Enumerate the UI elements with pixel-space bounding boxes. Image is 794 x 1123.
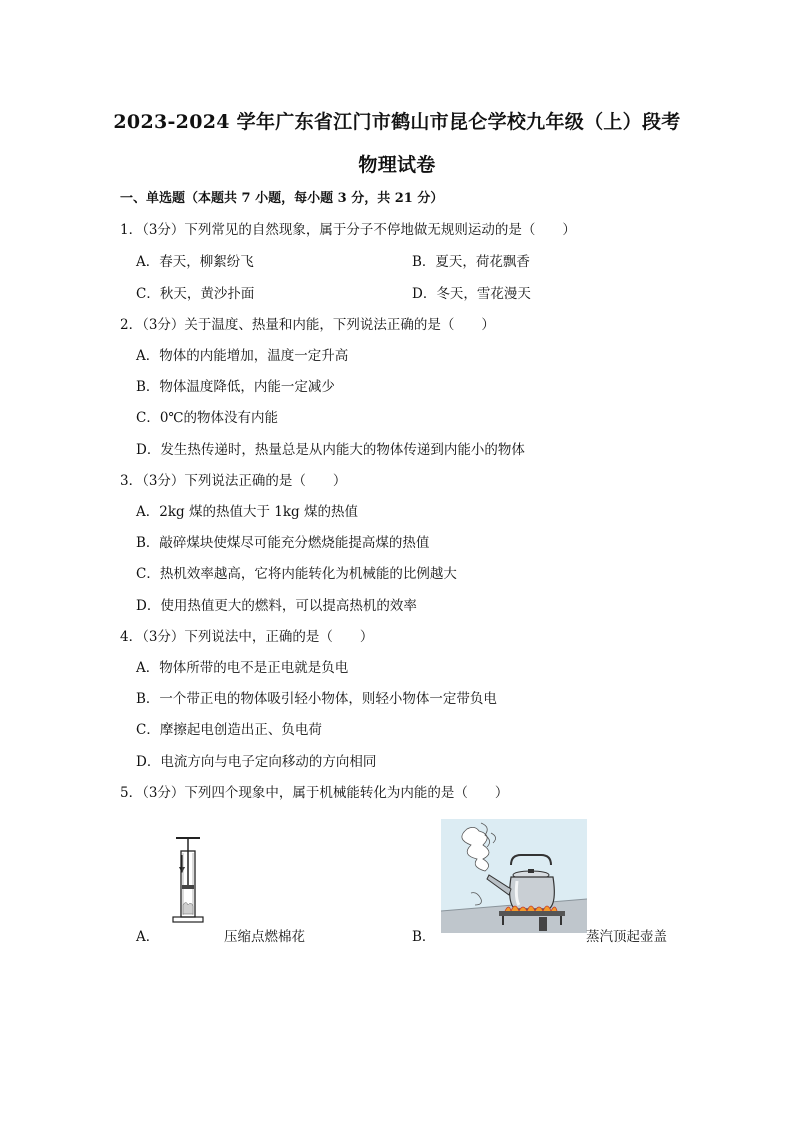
- q2-option-a: A．物体的内能增加，温度一定升高: [136, 348, 349, 364]
- q2-option-b: B．物体温度降低，内能一定减少: [136, 379, 335, 395]
- paper-title: 2023-2024 学年广东省江门市鹤山市昆仑学校九年级（上）段考: [113, 111, 681, 133]
- question-5-stem: 5．（3分）下列四个现象中，属于机械能转化为内能的是（ ）: [120, 785, 509, 801]
- q4-option-b: B．一个带正电的物体吸引轻小物体，则轻小物体一定带负电: [136, 691, 497, 707]
- kettle-steam-figure: [441, 819, 587, 933]
- compression-cylinder-figure: [168, 833, 208, 925]
- question-4-stem: 4．（3分）下列说法中，正确的是（ ）: [120, 629, 374, 645]
- q5-option-b-letter: B．: [412, 929, 436, 945]
- question-2-stem: 2．（3分）关于温度、热量和内能，下列说法正确的是（ ）: [120, 317, 495, 333]
- q3-option-a: A．2kg 煤的热值大于 1kg 煤的热值: [136, 504, 358, 520]
- q1-option-c: C．秋天，黄沙扑面: [136, 286, 255, 302]
- q4-option-c: C．摩擦起电创造出正、负电荷: [136, 722, 322, 738]
- q3-option-c: C．热机效率越高，它将内能转化为机械能的比例越大: [136, 566, 457, 582]
- q2-option-c: C．0℃的物体没有内能: [136, 410, 279, 426]
- q2-option-d: D．发生热传递时，热量总是从内能大的物体传递到内能小的物体: [136, 442, 525, 458]
- question-1-stem: 1．（3分）下列常见的自然现象，属于分子不停地做无规则运动的是（ ）: [120, 222, 576, 238]
- paper-subtitle: 物理试卷: [358, 154, 436, 176]
- section-heading: 一、单选题（本题共 7 小题，每小题 3 分，共 21 分）: [120, 191, 444, 206]
- q5-option-a-caption: 压缩点燃棉花: [224, 929, 305, 945]
- q3-option-d: D．使用热值更大的燃料，可以提高热机的效率: [136, 598, 417, 614]
- q1-option-a: A．春天，柳絮纷飞: [136, 254, 254, 270]
- q4-option-a: A．物体所带的电不是正电就是负电: [136, 660, 349, 676]
- q1-option-b: B．夏天，荷花飘香: [412, 254, 530, 270]
- q5-option-a-letter: A．: [136, 929, 160, 945]
- q4-option-d: D．电流方向与电子定向移动的方向相同: [136, 754, 377, 770]
- question-3-stem: 3．（3分）下列说法正确的是（ ）: [120, 473, 347, 489]
- q5-option-b-caption: 蒸汽顶起壶盖: [586, 929, 667, 945]
- q3-option-b: B．敲碎煤块使煤尽可能充分燃烧能提高煤的热值: [136, 535, 430, 551]
- q1-option-d: D．冬天，雪花漫天: [412, 286, 531, 302]
